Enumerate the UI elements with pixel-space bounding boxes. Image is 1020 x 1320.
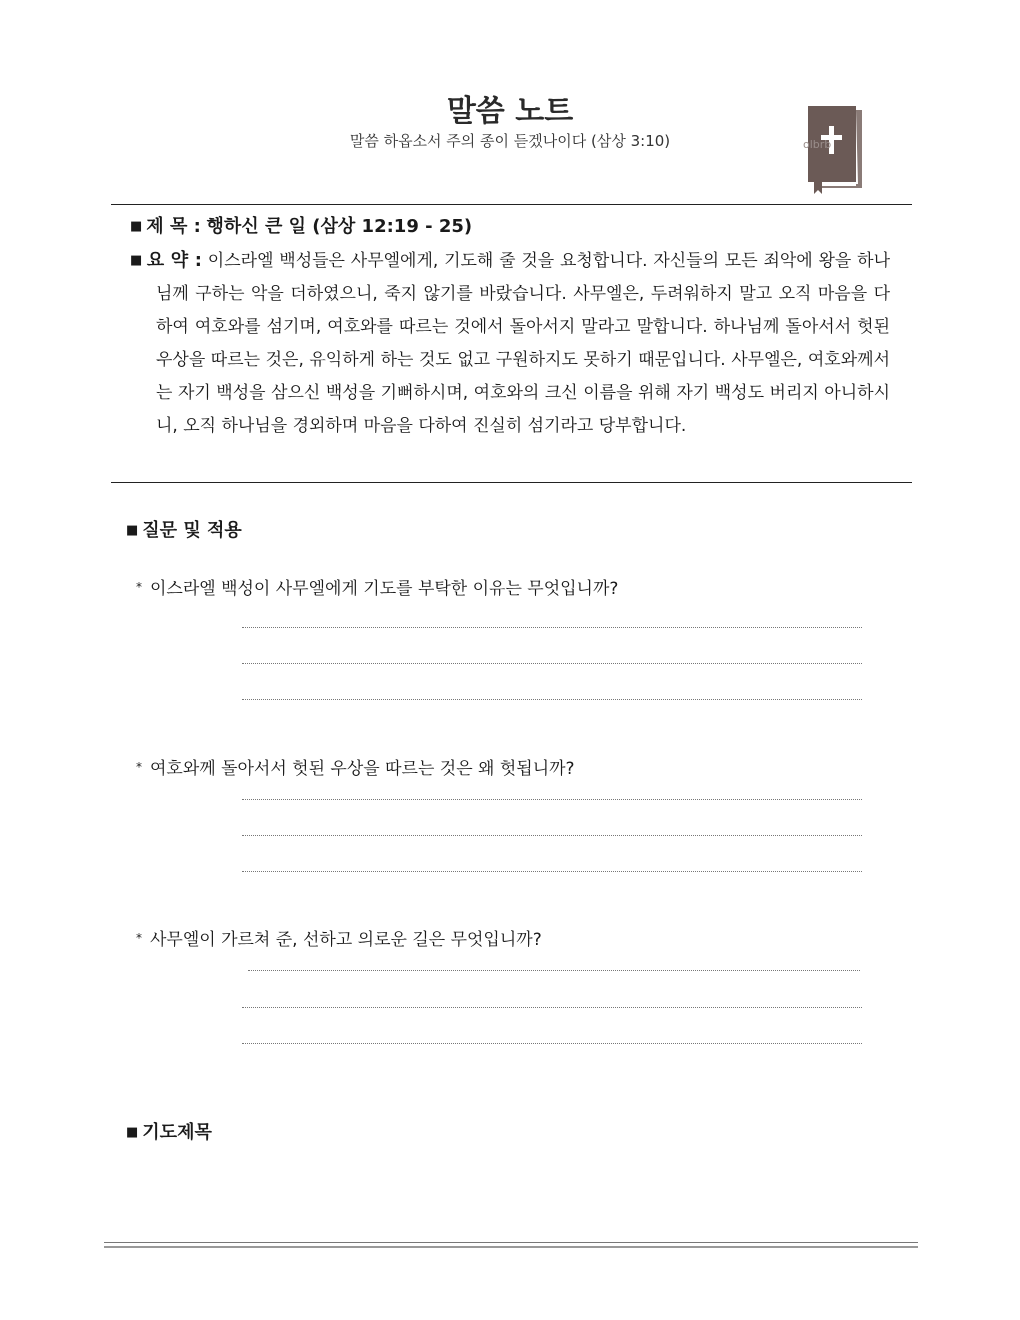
summary-label: 요 약 : bbox=[146, 250, 202, 271]
bullet-icon: ■ bbox=[126, 1125, 139, 1140]
questions-heading-text: 질문 및 적용 bbox=[142, 520, 242, 541]
bible-icon bbox=[800, 104, 866, 194]
question-3 bbox=[136, 925, 542, 950]
star-icon: * bbox=[136, 931, 142, 945]
question-text: 여호와께 돌아서서 헛된 우상을 따르는 것은 왜 헛됩니까? bbox=[150, 759, 575, 779]
answer-line[interactable] bbox=[242, 1043, 862, 1044]
answer-line[interactable] bbox=[242, 627, 862, 628]
answer-line[interactable] bbox=[242, 799, 862, 800]
footer-divider bbox=[104, 1242, 918, 1248]
answer-line[interactable] bbox=[242, 835, 862, 836]
bullet-icon: ■ bbox=[130, 219, 143, 234]
prayer-heading bbox=[126, 1118, 212, 1144]
question-text: 이스라엘 백성이 사무엘에게 기도를 부탁한 이유는 무엇입니까? bbox=[150, 579, 619, 599]
question-2 bbox=[136, 754, 575, 779]
sermon-title-line bbox=[130, 212, 472, 238]
title-label: 제 목 : bbox=[146, 216, 201, 237]
answer-line[interactable] bbox=[242, 1007, 862, 1008]
answer-line[interactable] bbox=[242, 871, 862, 872]
summary-text: 이스라엘 백성들은 사무엘에게, 기도해 줄 것을 요청합니다. 자신들의 모든 죄악에 왕을 하나님께 구하는 악을 더하였으니, 죽지 않기를 바랐습니다. 사무엘은, 두려워하지 말고 오직 마음을 다하여 여호와를 섬기며, 여호와를 따르는 것에서 돌아서지 말라고 말합니다. 하나님께 돌아서서 헛된 우상을 따르는 것은, 유익하게 하는 것도 없고 구원하지도 못하기 때문입니다. 사무엘은, 여호와께서는 자기 백성을 삼으신 백성을 기뻐하시며, 여호와의 크신 이름을 위해 자기 백성도 버리지 아니하시니, 오직 하나님을 경외하며 마음을 다하여 진실히 섬기라고 당부합니다. bbox=[156, 251, 890, 436]
page-subtitle: 말씀 하옵소서 주의 종이 듣겠나이다 (삼상 3:10) bbox=[349, 132, 671, 150]
answer-line[interactable] bbox=[242, 663, 862, 664]
questions-heading bbox=[126, 516, 242, 542]
question-text: 사무엘이 가르쳐 준, 선하고 의로운 길은 무엇입니까? bbox=[150, 930, 542, 950]
title-value: 행하신 큰 일 (삼상 12:19 - 25) bbox=[206, 216, 473, 237]
bullet-icon: ■ bbox=[126, 523, 139, 538]
bullet-icon: ■ bbox=[130, 253, 143, 268]
answer-line[interactable] bbox=[248, 970, 860, 971]
page-title: 말씀 노트 bbox=[446, 94, 574, 129]
star-icon: * bbox=[136, 580, 142, 594]
summary-divider bbox=[111, 482, 912, 483]
star-icon: * bbox=[136, 760, 142, 774]
question-1 bbox=[136, 574, 618, 599]
top-divider bbox=[111, 204, 912, 205]
icon-watermark: olbrb bbox=[803, 138, 832, 151]
prayer-heading-text: 기도제목 bbox=[142, 1122, 212, 1143]
summary-paragraph bbox=[130, 244, 890, 443]
answer-line[interactable] bbox=[242, 699, 862, 700]
